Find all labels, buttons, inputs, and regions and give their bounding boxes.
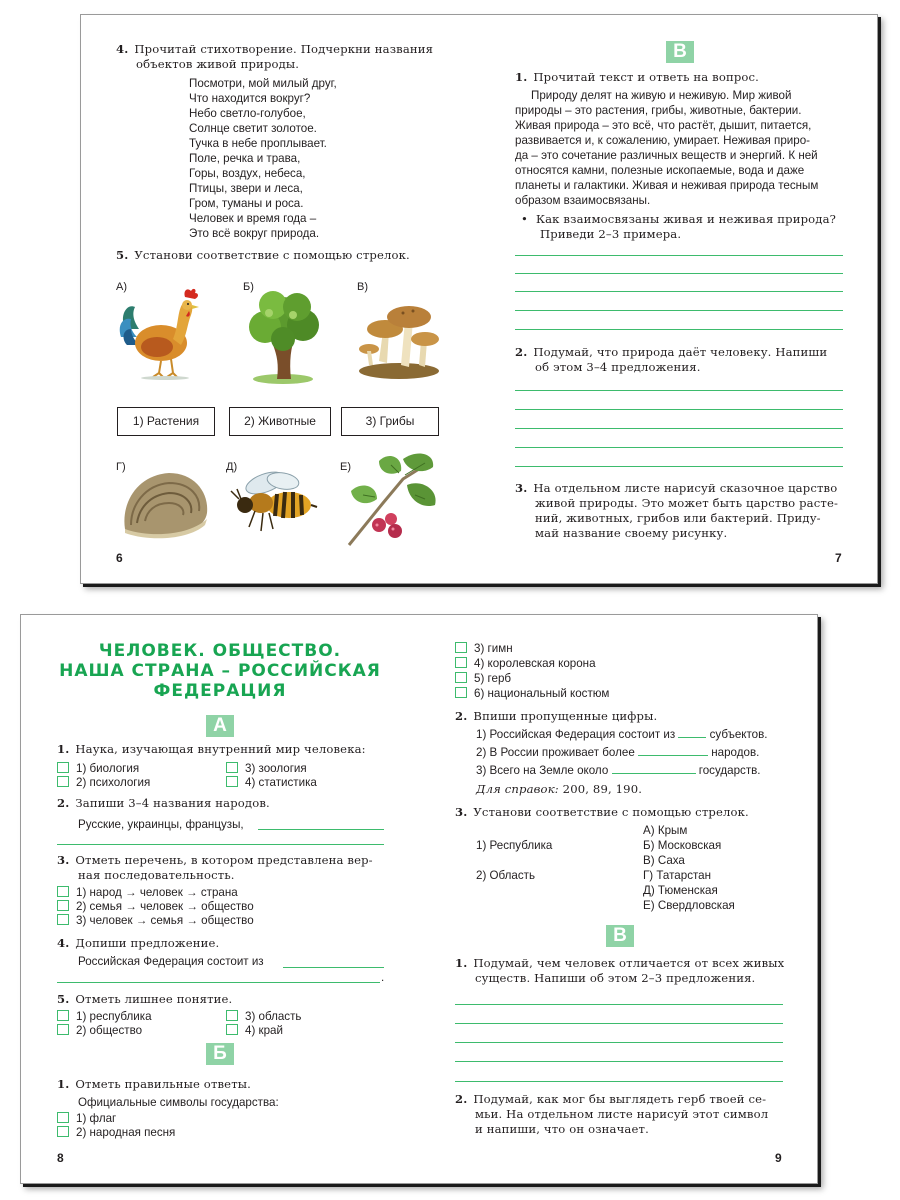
checkbox[interactable] <box>57 762 69 773</box>
workbook-spread-pages-6-7 <box>80 14 878 584</box>
workbook-spread-pages-8-9 <box>20 614 818 1184</box>
b3-right-3: В) Саха <box>643 854 685 867</box>
b2-sentence-3: 3) Всего на Земле около государств. <box>476 764 761 777</box>
q4-heading: 4. Допиши предложение. <box>57 936 220 950</box>
answer-line[interactable] <box>515 409 843 410</box>
q1-option-1[interactable]: 1) биология <box>57 762 139 776</box>
answer-line[interactable] <box>515 447 843 448</box>
blank-field[interactable] <box>678 727 706 738</box>
tinder-fungus-illustration <box>117 463 213 541</box>
page-number-9: 9 <box>775 1151 782 1165</box>
page-number-7: 7 <box>835 551 842 565</box>
task-3-line4: май название своему рисунку. <box>535 526 728 540</box>
answer-line[interactable] <box>57 844 384 845</box>
image-label-v: В) <box>357 281 368 293</box>
answer-line[interactable] <box>515 291 843 292</box>
v1-heading-line2: существ. Напиши об этом 2–3 предложения. <box>475 971 756 985</box>
tree-illustration <box>243 285 325 385</box>
answer-line[interactable] <box>515 466 843 467</box>
checkbox[interactable] <box>57 1126 69 1137</box>
q1-option-3[interactable]: 3) зоология <box>226 762 307 776</box>
b3-right-1: А) Крым <box>643 824 688 837</box>
level-a-badge: А <box>206 715 234 737</box>
image-label-a: А) <box>116 281 127 293</box>
answer-line[interactable] <box>455 1061 783 1062</box>
paragraph-line: Живая природа – это всё, что растёт, дышит, питается, <box>515 119 812 132</box>
task-4-heading: 4. Прочитай стихотворение. Подчеркни названия <box>116 42 434 56</box>
level-v-badge: В <box>666 41 694 63</box>
b1-option-1[interactable]: 1) флаг <box>57 1112 116 1126</box>
b3-left-2: 2) Область <box>476 869 536 882</box>
q3-heading: 3. Отметь перечень, в котором представлена вер- <box>57 853 373 867</box>
b2-heading: 2. Впиши пропущенные цифры. <box>455 709 658 723</box>
b2-sentence-2: 2) В России проживает более народов. <box>476 746 760 759</box>
b1-option-4[interactable]: 4) королевская корона <box>455 657 596 671</box>
task-4-heading-line2: объектов живой природы. <box>136 57 300 71</box>
poem-line: Небо светло-голубое, <box>189 107 306 120</box>
q1-option-2[interactable]: 2) психология <box>57 776 150 790</box>
answer-line[interactable] <box>455 1004 783 1005</box>
rooster-illustration <box>117 285 211 381</box>
mushrooms-illustration <box>353 291 441 381</box>
b1-option-3[interactable]: 3) гимн <box>455 642 513 656</box>
checkbox[interactable] <box>226 1024 238 1035</box>
image-label-d: Д) <box>226 461 238 473</box>
answer-line[interactable] <box>455 1081 783 1082</box>
b3-right-4: Г) Татарстан <box>643 869 712 882</box>
q1-option-4[interactable]: 4) статистика <box>226 776 317 790</box>
checkbox[interactable] <box>57 900 69 911</box>
task-1-heading: 1. Прочитай текст и ответь на вопрос. <box>515 70 760 84</box>
q2-heading: 2. Запиши 3–4 названия народов. <box>57 796 270 810</box>
b1-heading: 1. Отметь правильные ответы. <box>57 1077 251 1091</box>
b2-sentence-1: 1) Российская Федерация состоит из субъектов. <box>476 728 768 741</box>
task-3-line3: ний, животных, грибов или бактерий. Приду- <box>535 511 821 525</box>
category-animals-box: 2) Животные <box>229 407 331 436</box>
checkbox[interactable] <box>57 914 69 925</box>
b1-subheading: Официальные символы государства: <box>78 1096 279 1109</box>
task-2-heading-line2: об этом 3–4 предложения. <box>535 360 701 374</box>
paragraph-line: планеты и галактики. Живая и неживая природа тесным <box>515 179 819 192</box>
task-3-heading: 3. На отдельном листе нарисуй сказочное царство <box>515 481 838 495</box>
blank-field[interactable] <box>612 763 696 774</box>
checkbox[interactable] <box>455 657 467 668</box>
b1-option-2[interactable]: 2) народная песня <box>57 1126 175 1140</box>
checkbox[interactable] <box>57 886 69 897</box>
checkbox[interactable] <box>455 642 467 653</box>
image-label-g: Г) <box>116 461 126 473</box>
answer-line[interactable] <box>258 829 384 830</box>
poem-line: Тучка в небе проплывает. <box>189 137 327 150</box>
q5-option-3[interactable]: 3) область <box>226 1010 301 1024</box>
nature-paragraph <box>515 88 845 208</box>
bee-illustration <box>225 465 321 541</box>
paragraph-line: относятся камни, полезные ископаемые, вода и даже <box>515 164 805 177</box>
task-5-heading: 5. Установи соответствие с помощью стрелок. <box>116 248 410 262</box>
b3-right-2: Б) Московская <box>643 839 722 852</box>
checkbox[interactable] <box>226 762 238 773</box>
paragraph-line: развивается и, к сожалению, умирает. Неживая приро- <box>515 134 811 147</box>
raspberry-branch-illustration <box>343 449 443 547</box>
checkbox[interactable] <box>57 1024 69 1035</box>
answer-line[interactable] <box>283 967 384 968</box>
task-2-heading: 2. Подумай, что природа даёт человеку. Напиши <box>515 345 828 359</box>
answer-line[interactable] <box>455 1023 783 1024</box>
poem-line: Это всё вокруг природа. <box>189 227 320 240</box>
poem-line: Птицы, звери и леса, <box>189 182 303 195</box>
category-plants-box: 1) Растения <box>117 407 215 436</box>
q3-option-1[interactable]: 1) народ → человек → страна <box>57 886 238 900</box>
q2-answer: Русские, украинцы, французы, <box>78 818 244 831</box>
answer-line[interactable] <box>515 273 843 274</box>
checkbox[interactable] <box>57 776 69 787</box>
b2-reference: Для справок: 200, 89, 190. <box>476 782 643 796</box>
checkbox[interactable] <box>57 1112 69 1123</box>
answer-line[interactable] <box>515 310 843 311</box>
poem-line: Посмотри, мой милый друг, <box>189 77 337 90</box>
checkbox[interactable] <box>455 687 467 698</box>
poem-line: Что находится вокруг? <box>189 92 311 105</box>
b1-option-6[interactable]: 6) национальный костюм <box>455 687 609 701</box>
page-number-6: 6 <box>116 551 123 565</box>
poem-line: Гром, туманы и роса. <box>189 197 304 210</box>
page-number-8: 8 <box>57 1151 64 1165</box>
q5-option-2[interactable]: 2) общество <box>57 1024 142 1038</box>
b3-heading: 3. Установи соответствие с помощью стрелок. <box>455 805 749 819</box>
v2-line3: и напиши, что он означает. <box>475 1122 649 1136</box>
answer-line[interactable] <box>515 428 843 429</box>
level-v-badge: В <box>606 925 634 947</box>
v2-line2: мьи. На отдельном листе нарисуй этот символ <box>475 1107 769 1121</box>
poem-line: Горы, воздух, небеса, <box>189 167 306 180</box>
q3-heading-line2: ная последовательность. <box>78 868 235 882</box>
q4-answer: Российская Федерация состоит из <box>78 955 264 968</box>
paragraph-line: природы – это растения, грибы, животные, бактерии. <box>515 104 802 117</box>
b3-right-6: Е) Свердловская <box>643 899 735 912</box>
q5-option-4[interactable]: 4) край <box>226 1024 283 1038</box>
q1-heading: 1. Наука, изучающая внутренний мир человека: <box>57 742 366 756</box>
bullet-question-line2: Приведи 2–3 примера. <box>540 227 682 241</box>
q5-option-1[interactable]: 1) республика <box>57 1010 152 1024</box>
q3-option-2[interactable]: 2) семья → человек → общество <box>57 900 254 914</box>
q5-heading: 5. Отметь лишнее понятие. <box>57 992 233 1006</box>
poem-line: Поле, речка и трава, <box>189 152 301 165</box>
paragraph-line: образом взаимосвязаны. <box>515 194 651 207</box>
v1-heading: 1. Подумай, чем человек отличается от всех живых <box>455 956 785 970</box>
b3-left-1: 1) Республика <box>476 839 553 852</box>
q3-option-3[interactable]: 3) человек → семья → общество <box>57 914 254 928</box>
checkbox[interactable] <box>226 1010 238 1021</box>
poem-line: Солнце светит золотое. <box>189 122 317 135</box>
v2-heading: 2. Подумай, как мог бы выглядеть герб твоей се- <box>455 1092 767 1106</box>
checkbox[interactable] <box>226 776 238 787</box>
answer-line[interactable] <box>515 255 843 256</box>
checkbox[interactable] <box>455 672 467 683</box>
answer-line[interactable] <box>515 390 843 391</box>
answer-line[interactable] <box>455 1042 783 1043</box>
poem-line: Человек и время года – <box>189 212 317 225</box>
image-label-b: Б) <box>243 281 254 293</box>
poem <box>189 76 337 241</box>
bullet-question: • Как взаимосвязаны живая и неживая природа? <box>521 212 837 226</box>
section-title: ЧЕЛОВЕК. ОБЩЕСТВО. НАША СТРАНА – РОССИЙСКАЯ ФЕДЕРАЦИЯ <box>59 641 381 701</box>
answer-line[interactable] <box>515 329 843 330</box>
answer-line[interactable] <box>57 982 380 983</box>
blank-field[interactable] <box>638 745 708 756</box>
image-label-e: Е) <box>340 461 351 473</box>
checkbox[interactable] <box>57 1010 69 1021</box>
paragraph-line: Природу делят на живую и неживую. Мир живой <box>531 89 792 102</box>
q4-period: . <box>381 971 385 984</box>
level-b-badge: Б <box>206 1043 234 1065</box>
b1-option-5[interactable]: 5) герб <box>455 672 511 686</box>
task-3-line2: живой природы. Это может быть царство расте- <box>535 496 839 510</box>
b3-right-5: Д) Тюменская <box>643 884 718 897</box>
category-fungi-box: 3) Грибы <box>341 407 439 436</box>
paragraph-line: да – это сочетание различных веществ и энергий. К ней <box>515 149 818 162</box>
